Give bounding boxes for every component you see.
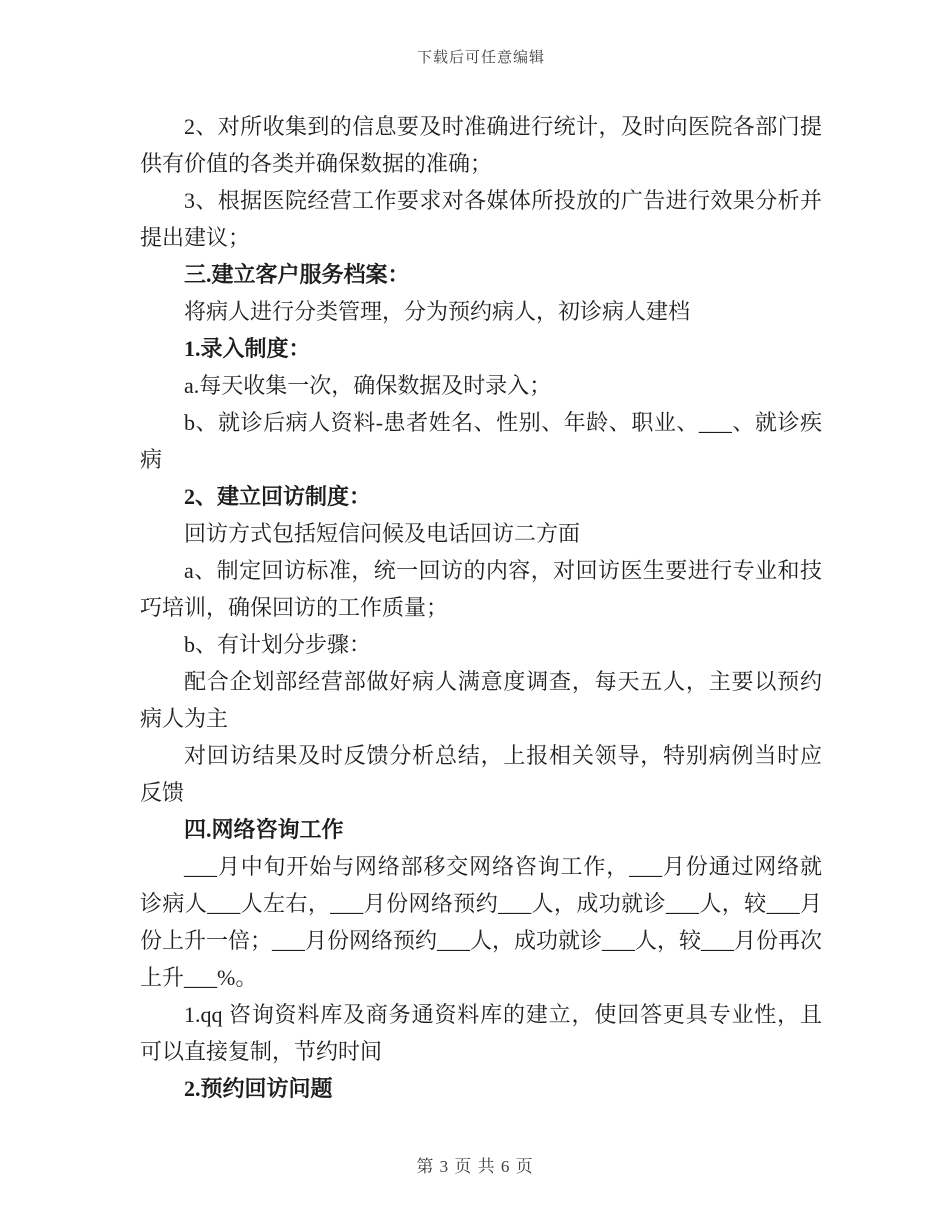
heading-line: 2、建立回访制度：	[184, 484, 372, 509]
text-line: b、就诊后病人资料-患者姓名、性别、年龄、职业、___、就诊疾	[184, 410, 822, 435]
text-line: 将病人进行分类管理，分为预约病人，初诊病人建档	[184, 299, 691, 324]
text-line: 可以直接复制，节约时间	[140, 1039, 383, 1064]
text-line: b、有计划分步骤：	[184, 632, 372, 657]
text-line: 对回访结果及时反馈分析总结，上报相关领导，特别病例当时应	[184, 743, 822, 768]
text-line: ___月中旬开始与网络部移交网络咨询工作，___月份通过网络就	[184, 854, 822, 879]
text-line: 反馈	[140, 780, 185, 805]
page-header: 下载后可任意编辑	[416, 50, 545, 66]
text-line: a.每天收集一次，确保数据及时录入；	[184, 373, 552, 398]
heading-line: 四.网络咨询工作	[184, 817, 344, 842]
heading-line: 2.预约回访问题	[184, 1076, 333, 1101]
text-line: 提出建议；	[140, 225, 251, 250]
text-line: a、制定回访标准，统一回访的内容，对回访医生要进行专业和技	[184, 558, 822, 583]
heading-line: 1.录入制度：	[184, 336, 311, 361]
page-footer: 第 3 页 共 6 页	[416, 1157, 534, 1176]
document-body	[140, 108, 822, 1107]
text-line: 供有价值的各类并确保数据的准确；	[140, 151, 493, 176]
text-line: 巧培训，确保回访的工作质量；	[140, 595, 449, 620]
text-line: 3、根据医院经营工作要求对各媒体所投放的广告进行效果分析并	[184, 188, 822, 213]
text-line: 病人为主	[140, 706, 229, 731]
text-line: 诊病人___人左右，___月份网络预约___人，成功就诊___人，较___月	[140, 891, 822, 916]
text-line: 病	[140, 447, 163, 472]
text-line: 配合企划部经营部做好病人满意度调查，每天五人，主要以预约	[184, 669, 822, 694]
text-line: 回访方式包括短信问候及电话回访二方面	[184, 521, 581, 546]
text-line: 1.qq 咨询资料库及商务通资料库的建立，使回答更具专业性，且	[184, 1002, 822, 1027]
text-line: 份上升一倍；___月份网络预约___人，成功就诊___人，较___月份再次	[140, 928, 822, 953]
text-line: 上升___%。	[140, 965, 258, 990]
text-line: 2、对所收集到的信息要及时准确进行统计，及时向医院各部门提	[184, 114, 822, 139]
heading-line: 三.建立客户服务档案：	[184, 262, 410, 287]
